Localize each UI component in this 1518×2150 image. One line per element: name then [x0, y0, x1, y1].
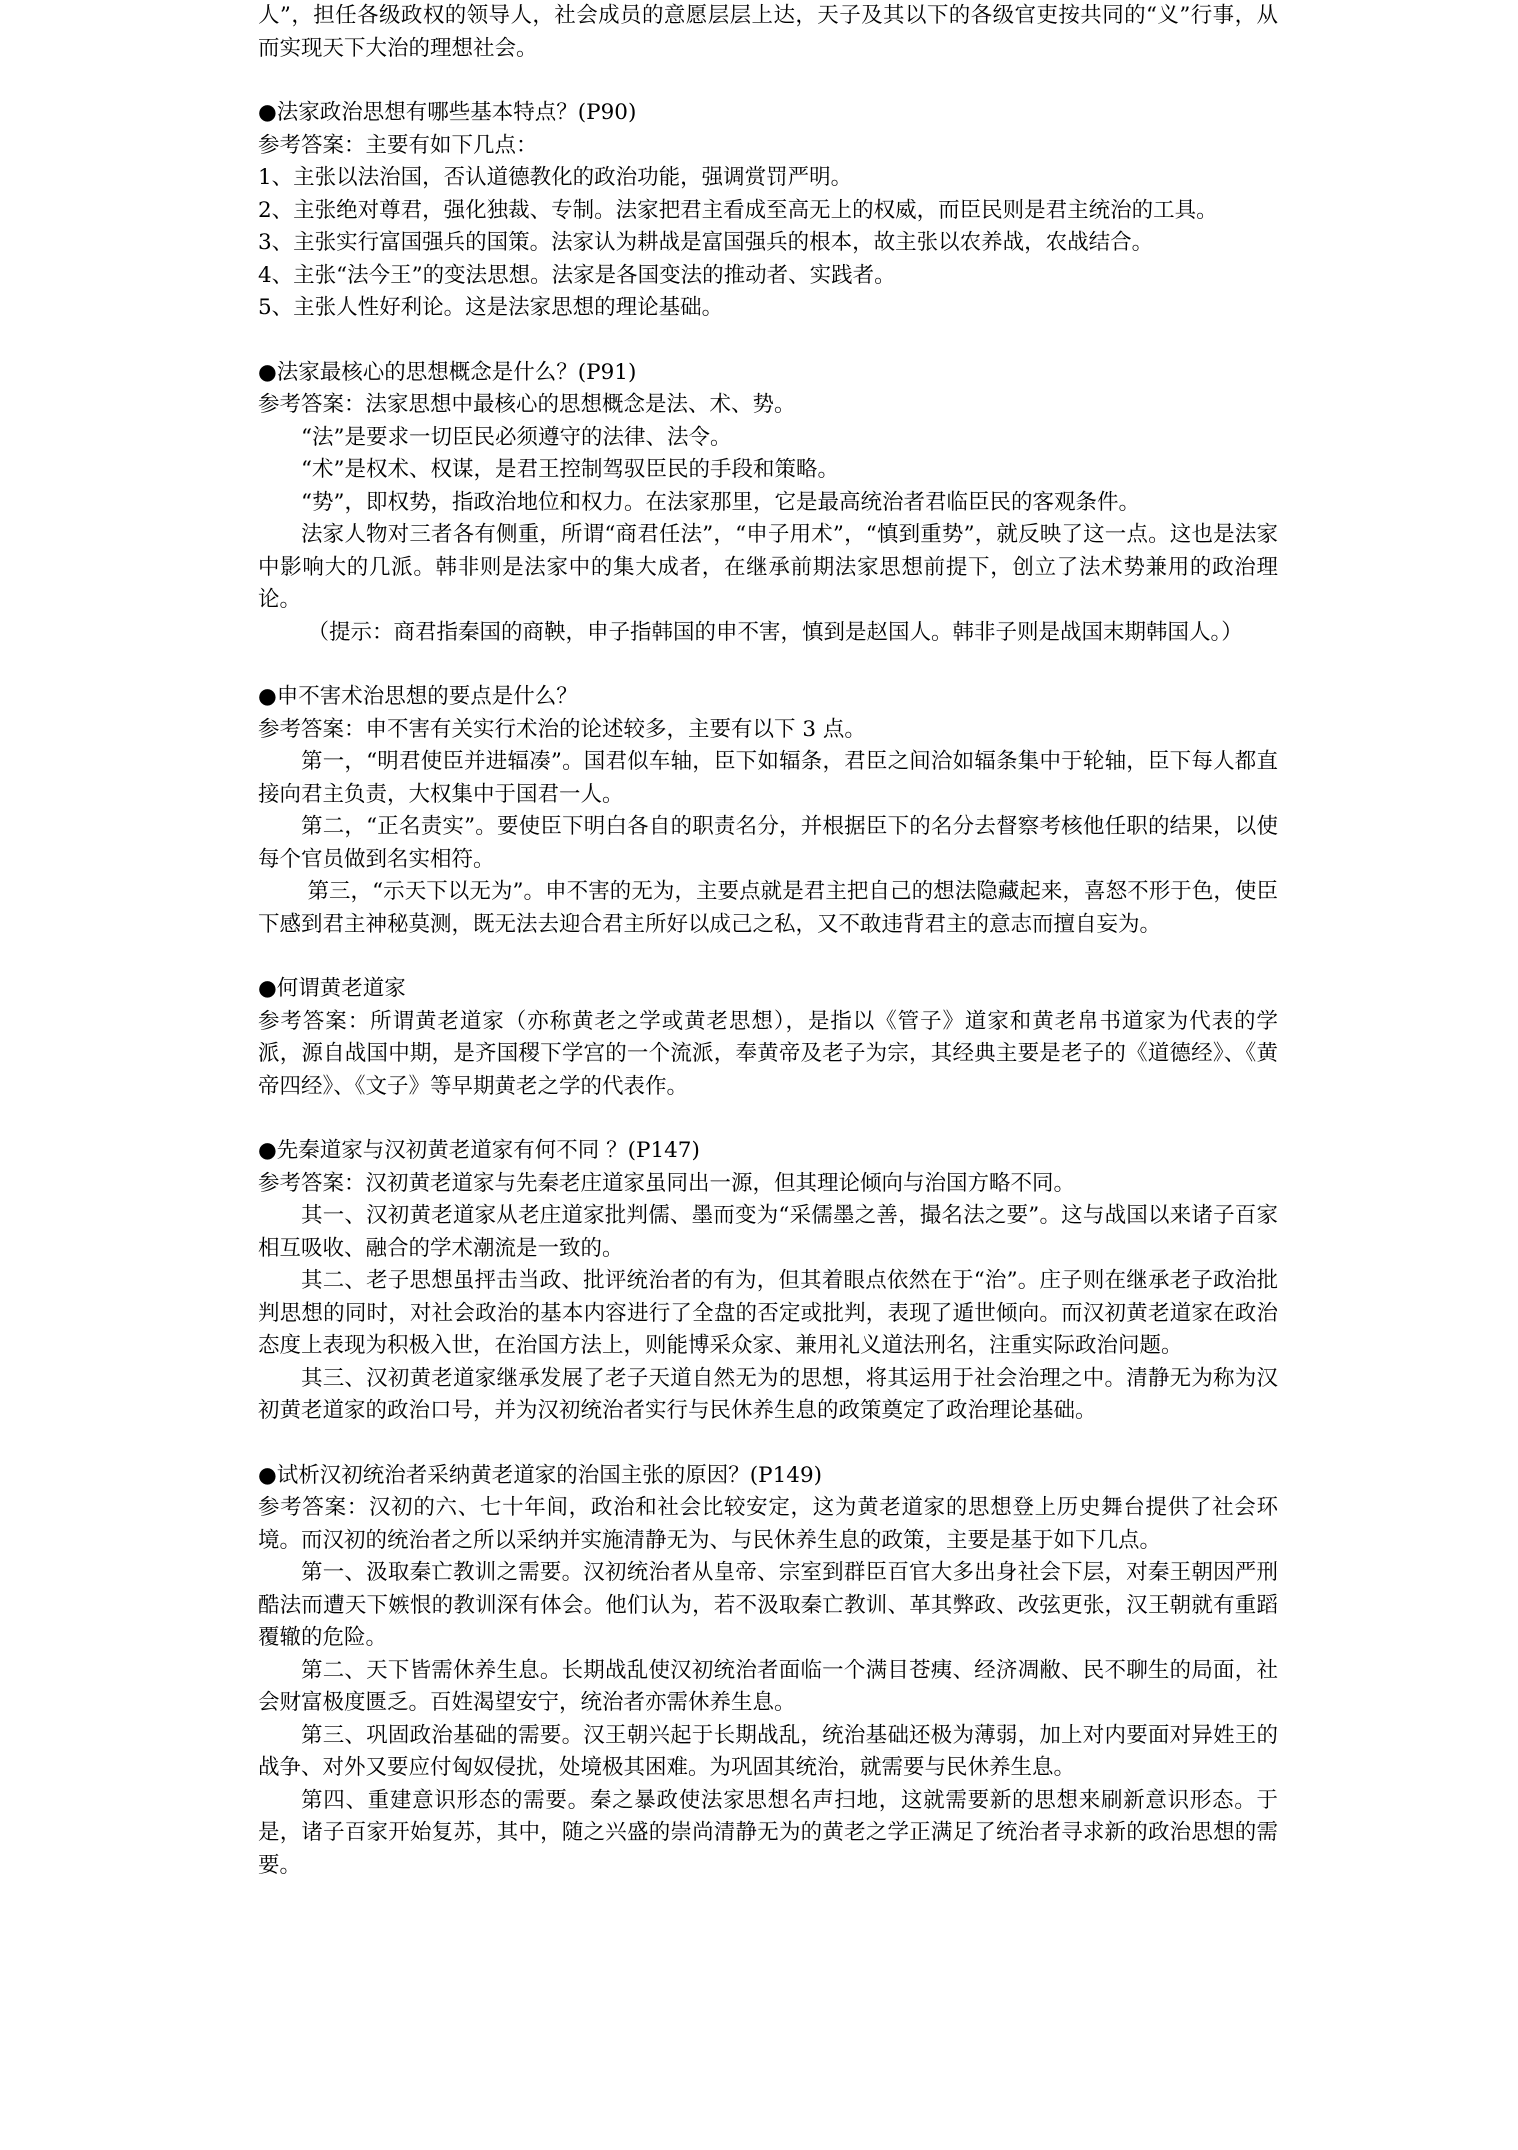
- answer-text: 参考答案：主要有如下几点：: [258, 132, 538, 158]
- answer-text: 参考答案：汉初黄老道家与先秦老庄道家虽同出一源，但其理论倾向与治国方略不同。: [258, 1170, 1076, 1196]
- answer-text: 第二，“正名责实”。要使臣下明白各自的职责名分，并根据臣下的名分去督察考核他任职的结果，以使每个官员做到名实相符。: [258, 814, 1278, 872]
- answer-text: 4、主张“法今王”的变法思想。法家是各国变法的推动者、实践者。: [258, 262, 896, 288]
- question-daoism-difference: ●先秦道家与汉初黄老道家有何不同 ？(P147): [258, 1138, 700, 1163]
- answer-text: 第一、汲取秦亡教训之需要。汉初统治者从皇帝、宗室到群臣百官大多出身社会下层，对秦王朝因严刑酷法而遭天下嫉恨的教训深有体会。他们认为，若不汲取秦亡教训、革其弊政、改弦更张，汉王朝就有重蹈覆辙的危险。: [258, 1560, 1278, 1650]
- question-legalist-features: ●法家政治思想有哪些基本特点？(P90): [258, 100, 637, 125]
- answer-text: 其二、老子思想虽抨击当政、批评统治者的有为，但其着眼点依然在于“治”。庄子则在继承老子政治批判思想的同时，对社会政治的基本内容进行了全盘的否定或批判，表现了遁世倾向。而汉初黄老道家在政治态度上表现为积极入世，在治国方法上，则能博采众家、兼用礼义道法刑名，注重实际政治问题。: [258, 1268, 1278, 1358]
- answer-text: 第三、巩固政治基础的需要。汉王朝兴起于长期战乱，统治基础还极为薄弱，加上对内要面对异姓王的战争、对外又要应付匈奴侵扰，处境极其困难。为巩固其统治，就需要与民休养生息。: [258, 1722, 1278, 1780]
- intro-paragraph: 人”，担任各级政权的领导人，社会成员的意愿层层上达，天子及其以下的各级官吏按共同的“义”行事，从而实现天下大治的理想社会。: [258, 3, 1278, 61]
- answer-text: 1、主张以法治国，否认道德教化的政治功能，强调赏罚严明。: [258, 165, 853, 190]
- answer-text: 法家人物对三者各有侧重，所谓“商君任法”，“申子用术”，“慎到重势”，就反映了这一点。这也是法家中影响大的几派。韩非则是法家中的集大成者，在继承前期法家思想前提下，创立了法术势兼用的政治理论。: [258, 522, 1278, 612]
- answer-text: 参考答案：汉初的六、七十年间，政治和社会比较安定，这为黄老道家的思想登上历史舞台提供了社会环境。而汉初的统治者之所以采纳并实施清静无为、与民休养生息的政策，主要是基于如下几点。: [258, 1495, 1278, 1553]
- answer-text: “术”是权术、权谋，是君王控制驾驭臣民的手段和策略。: [301, 457, 839, 482]
- answer-text: 参考答案：申不害有关实行术治的论述较多，主要有以下 3 点。: [258, 716, 866, 742]
- answer-text: 第三，“示天下以无为”。申不害的无为，主要点就是君主把自己的想法隐藏起来，喜怒不形于色，使臣下感到君主神秘莫测，既无法去迎合君主所好以成己之私，又不敢违背君主的意志而擅自妄为。: [258, 879, 1278, 937]
- question-legalist-core: ●法家最核心的思想概念是什么？(P91): [258, 359, 637, 385]
- answer-text: “法”是要求一切臣民必须遵守的法律、法令。: [301, 424, 732, 450]
- answer-text: 5、主张人性好利论。这是法家思想的理论基础。: [258, 295, 724, 320]
- answer-text: 其一、汉初黄老道家从老庄道家批判儒、墨而变为“采儒墨之善，撮名法之要”。这与战国以来诸子百家相互吸收、融合的学术潮流是一致的。: [258, 1203, 1278, 1261]
- question-shen-buhai: ●申不害术治思想的要点是什么？: [258, 684, 578, 709]
- answer-text: 2、主张绝对尊君，强化独裁、专制。法家把君主看成至高无上的权威，而臣民则是君主统治的工具。: [258, 197, 1218, 223]
- question-huanglao: ●何谓黄老道家: [258, 976, 406, 1001]
- answer-text: 第四、重建意识形态的需要。秦之暴政使法家思想名声扫地，这就需要新的思想来刷新意识形态。于是，诸子百家开始复苏，其中，随之兴盛的崇尚清静无为的黄老之学正满足了统治者寻求新的政治思想的需要。: [258, 1787, 1278, 1878]
- answer-text: 第一，“明君使臣并进辐凑”。国君似车轴，臣下如辐条，君臣之间洽如辐条集中于轮轴，臣下每人都直接向君主负责，大权集中于国君一人。: [258, 749, 1278, 807]
- answer-text: 3、主张实行富国强兵的国策。法家认为耕战是富国强兵的根本，故主张以农养战，农战结合。: [258, 230, 1154, 255]
- answer-text: 第二、天下皆需休养生息。长期战乱使汉初统治者面临一个满目苍痍、经济凋敝、民不聊生的局面，社会财富极度匮乏。百姓渴望安宁，统治者亦需休养生息。: [258, 1657, 1278, 1715]
- answer-text: 其三、汉初黄老道家继承发展了老子天道自然无为的思想，将其运用于社会治理之中。清静无为称为汉初黄老道家的政治口号，并为汉初统治者实行与民休养生息的政策奠定了政治理论基础。: [258, 1365, 1278, 1423]
- answer-text: 参考答案：法家思想中最核心的思想概念是法、术、势。: [258, 392, 796, 417]
- answer-text: “势”，即权势，指政治地位和权力。在法家那里，它是最高统治者君临臣民的客观条件。: [301, 489, 1140, 515]
- question-han-adoption: ●试析汉初统治者采纳黄老道家的治国主张的原因？(P149): [258, 1462, 823, 1488]
- document-body: [258, 0, 1278, 1882]
- answer-note: （提示：商君指秦国的商鞅，申子指韩国的申不害，慎到是赵国人。韩非子则是战国末期韩国人。）: [307, 619, 1243, 645]
- answer-text: 参考答案：所谓黄老道家（亦称黄老之学或黄老思想），是指以《管子》道家和黄老帛书道家为代表的学派，源自战国中期，是齐国稷下学宫的一个流派，奉黄帝及老子为宗，其经典主要是老子的《道德经》、《黄帝四经》、《文子》等早期黄老之学的代表作。: [258, 1008, 1278, 1099]
